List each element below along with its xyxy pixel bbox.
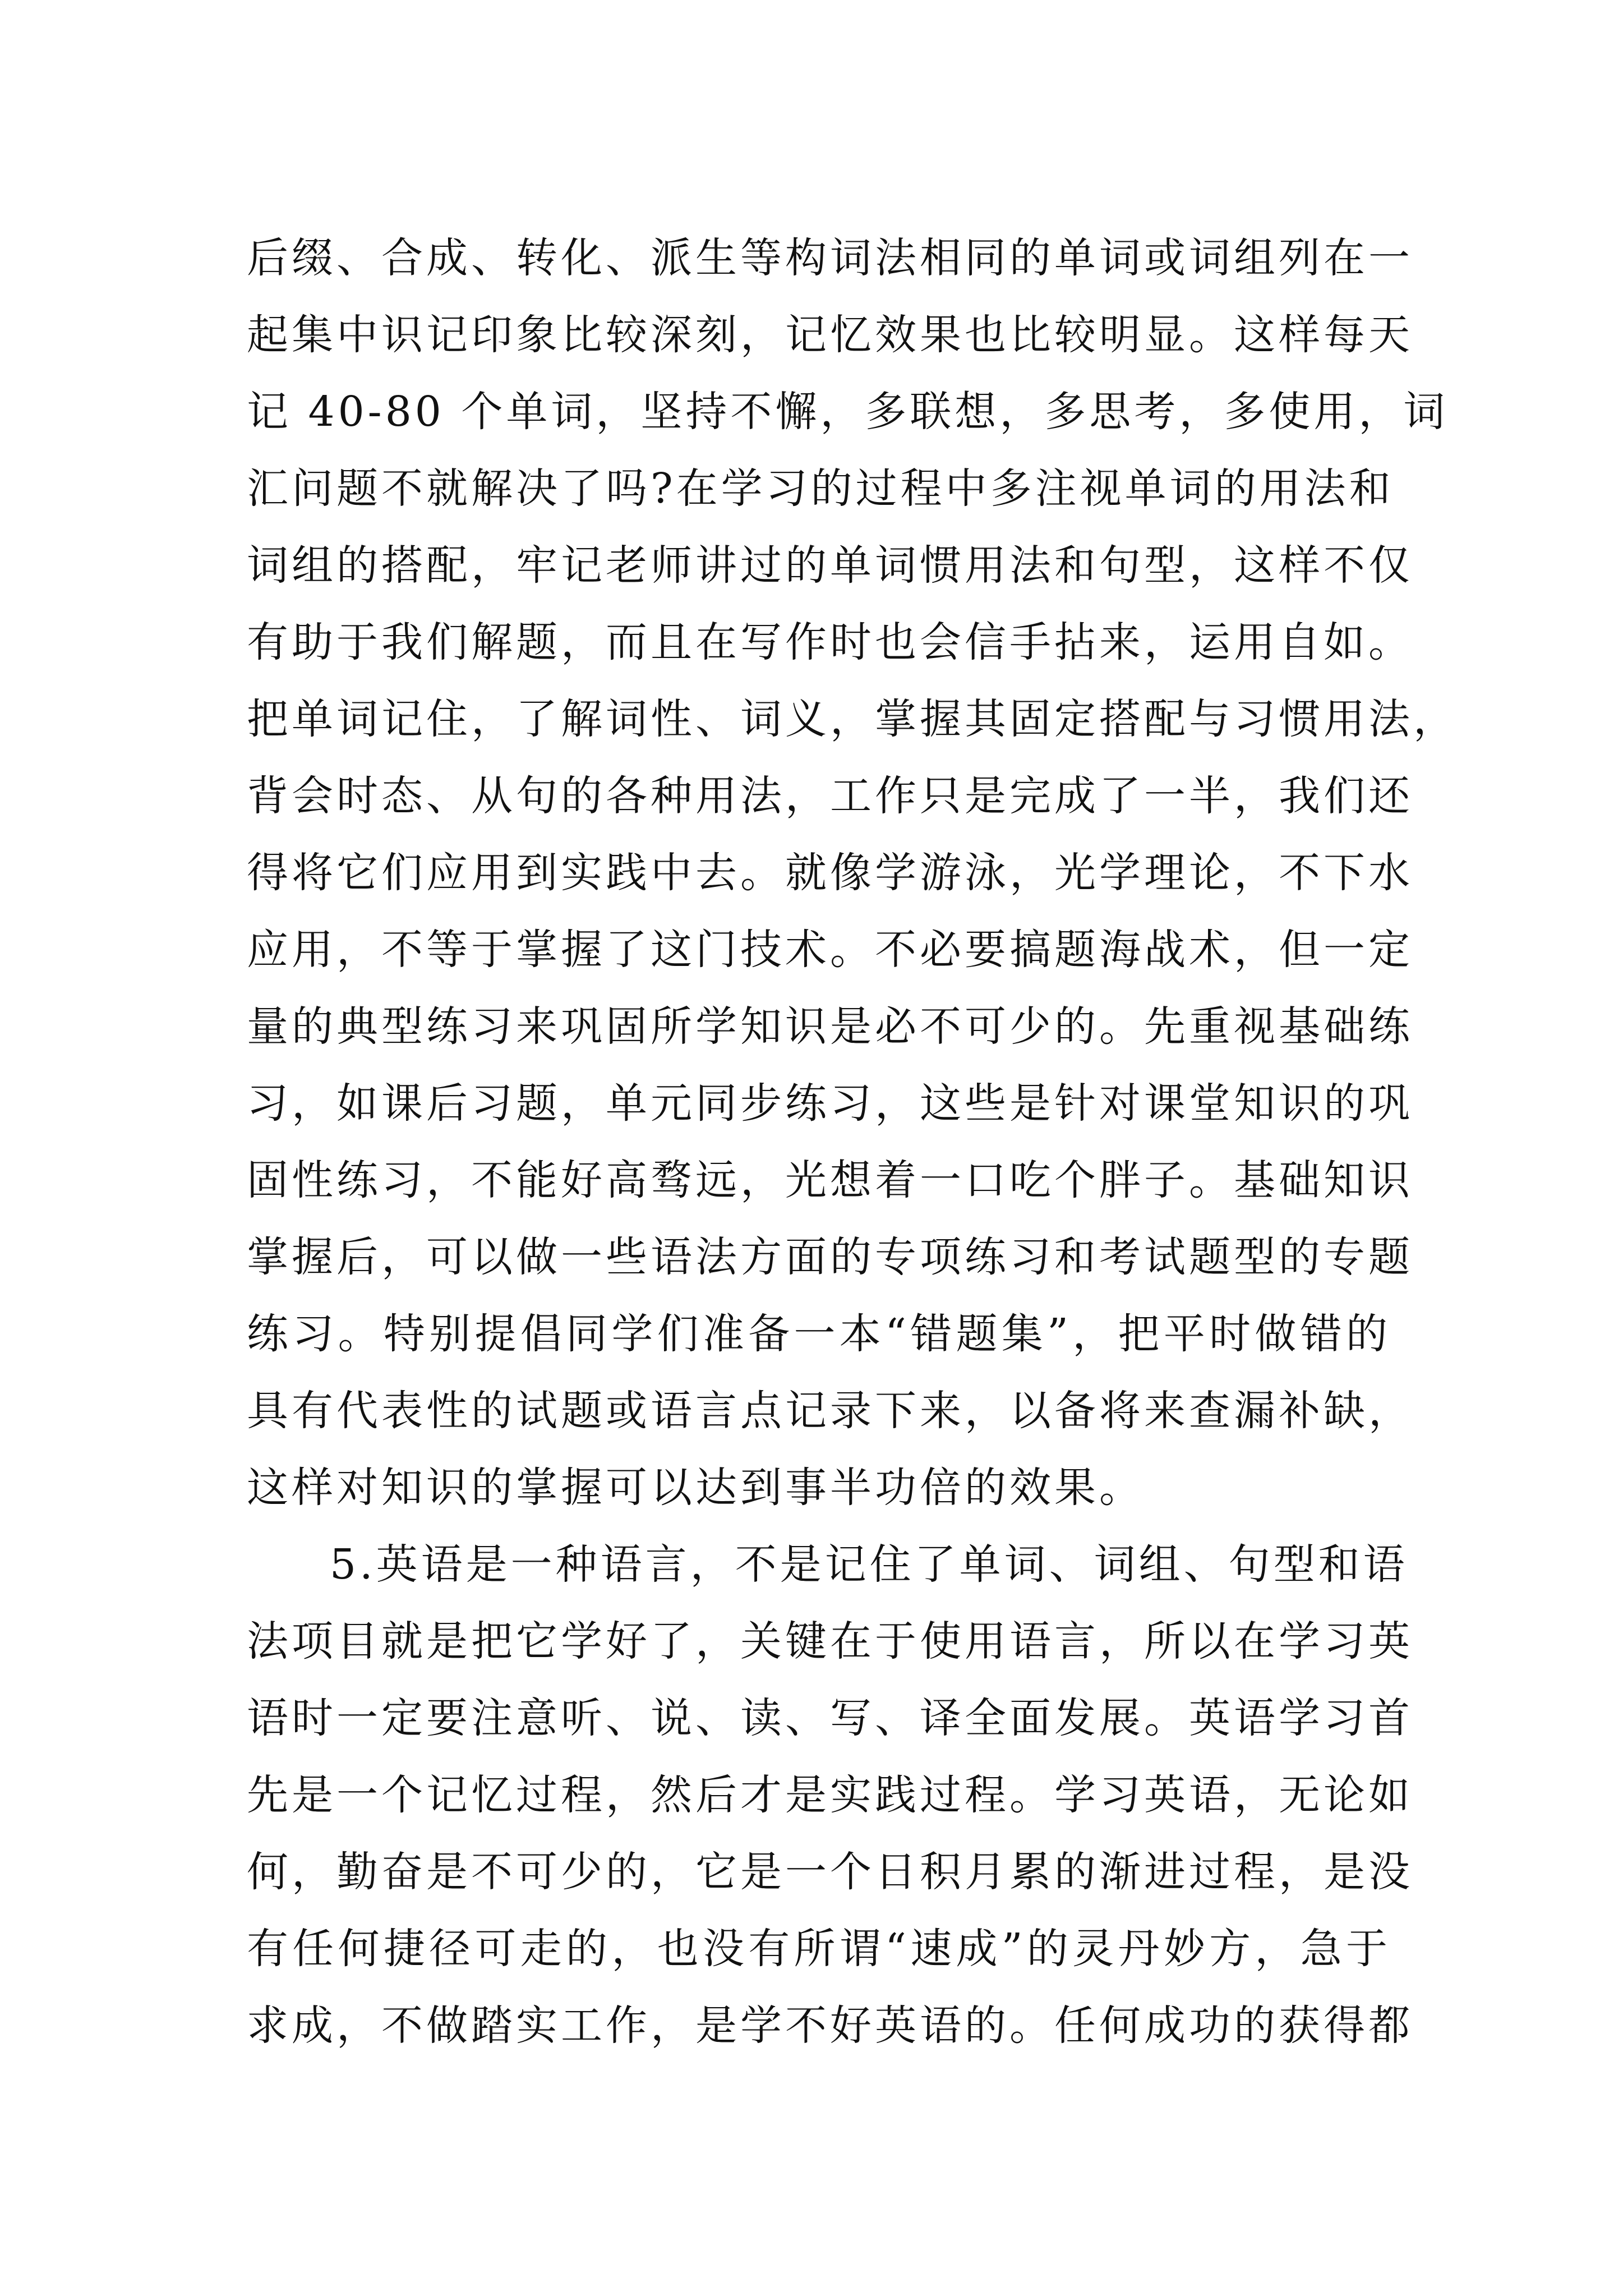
text-line: 词组的搭配，牢记老师讲过的单词惯用法和句型，这样不仅 — [247, 541, 1413, 590]
text-line: 这样对知识的掌握可以达到事半功倍的效果。 — [247, 1464, 1144, 1512]
text-line: 把单词记住，了解词性、词义，掌握其固定搭配与习惯用法， — [247, 695, 1458, 743]
text-line: 起集中识记印象比较深刻，记忆效果也比较明显。这样每天 — [247, 311, 1413, 359]
text-line: 何，勤奋是不可少的，它是一个日积月累的渐进过程，是没 — [247, 1848, 1413, 1896]
text-line: 有助于我们解题，而且在写作时也会信手拈来，运用自如。 — [247, 618, 1413, 666]
text-line: 练习。特别提倡同学们准备一本“错题集”，把平时做错的 — [247, 1310, 1391, 1358]
text-line: 量的典型练习来巩固所学知识是必不可少的。先重视基础练 — [247, 1002, 1413, 1051]
text-line: 得将它们应用到实践中去。就像学游泳，光学理论，不下水 — [247, 849, 1413, 897]
paragraph-first-line: 5.英语是一种语言，不是记住了单词、词组、句型和语 — [330, 1540, 1408, 1589]
text-line: 法项目就是把它学好了，关键在于使用语言，所以在学习英 — [247, 1617, 1413, 1665]
text-line: 先是一个记忆过程，然后才是实践过程。学习英语，无论如 — [247, 1771, 1413, 1819]
text-line: 具有代表性的试题或语言点记录下来，以备将来查漏补缺， — [247, 1387, 1413, 1435]
text-line: 后缀、合成、转化、派生等构词法相同的单词或词组列在一 — [247, 234, 1413, 282]
body-text — [247, 220, 1458, 2064]
text-line: 掌握后，可以做一些语法方面的专项练习和考试题型的专题 — [247, 1233, 1413, 1281]
text-line: 语时一定要注意听、说、读、写、译全面发展。英语学习首 — [247, 1694, 1413, 1742]
text-line: 应用，不等于掌握了这门技术。不必要搞题海战术，但一定 — [247, 926, 1413, 974]
text-line: 汇问题不就解决了吗?在学习的过程中多注视单词的用法和 — [247, 464, 1394, 513]
text-line: 背会时态、从句的各种用法，工作只是完成了一半，我们还 — [247, 772, 1413, 820]
text-line: 习，如课后习题，单元同步练习，这些是针对课堂知识的巩 — [247, 1079, 1413, 1128]
text-line: 有任何捷径可走的，也没有所谓“速成”的灵丹妙方，急于 — [247, 1925, 1391, 1973]
text-line: 求成，不做踏实工作，是学不好英语的。任何成功的获得都 — [247, 2001, 1413, 2050]
text-line: 固性练习，不能好高骛远，光想着一口吃个胖子。基础知识 — [247, 1156, 1413, 1204]
text-line: 记 40-80 个单词，坚持不懈，多联想，多思考，多使用，词 — [247, 388, 1449, 436]
